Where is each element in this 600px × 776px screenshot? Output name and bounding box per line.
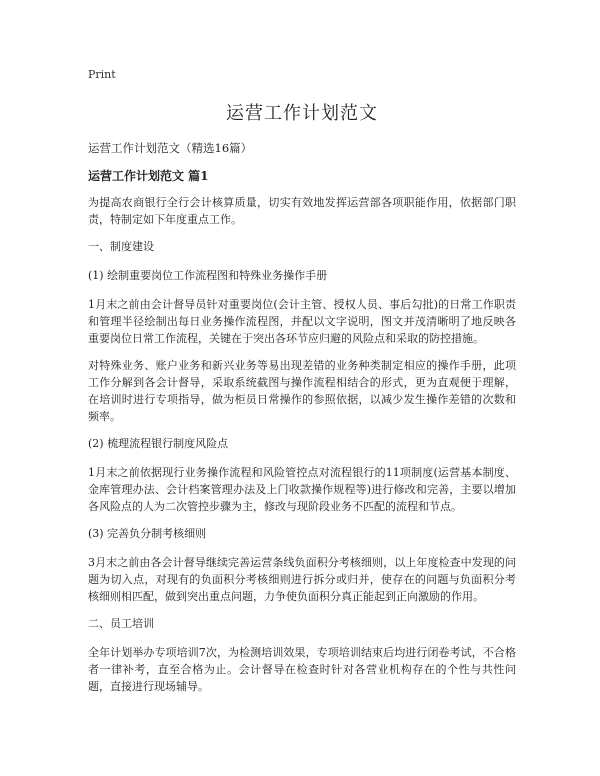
document-page bbox=[88, 68, 516, 705]
intro-paragraph: 为提高农商银行全行会计核算质量，切实有效地发挥运营部各项职能作用，依据部门职责，特制定如下年度重点工作。 bbox=[88, 196, 516, 226]
paragraph-training: 全年计划举办专项培训7次，为检测培训效果，专项培训结束后均进行闭卷考试，不合格者一律补考，直至合格为止。会计督导在检查时针对各营业机构存在的个性与共性问题，直接进行现场辅导。 bbox=[88, 646, 516, 693]
print-label[interactable]: Print bbox=[88, 68, 116, 81]
item-heading-flowchart: (1) 绘制重要岗位工作流程图和特殊业务操作手册 bbox=[88, 269, 328, 282]
item-heading-risk-points: (2) 梳理流程银行制度风险点 bbox=[88, 437, 229, 450]
document-subtitle: 运营工作计划范文（精选16篇） bbox=[88, 141, 253, 155]
paragraph-manual: 对特殊业务、账户业务和新兴业务等易出现差错的业务种类制定相应的操作手册，此项工作分解到各会计督导，采取系统截图与操作流程相结合的形式，更为直观便于理解，在培训时进行专项指导，做为柜员日常操作的参照依据，以减少发生操作差错的次数和频率。 bbox=[88, 359, 516, 423]
document-title: 运营工作计划范文 bbox=[226, 103, 378, 124]
paragraph-risk-points: 1月末之前依据现行业务操作流程和风险管控点对流程银行的11项制度(运营基本制度、金库管理办法、会计档案管理办法及上门收款操作规程等)进行修改和完善，主要以增加各风险点的人为二次管控步骤为主，修改与现阶段业务不匹配的流程和节点。 bbox=[88, 466, 516, 513]
article-title: 运营工作计划范文 篇1 bbox=[88, 169, 209, 183]
paragraph-flowchart: 1月末之前由会计督导员针对重要岗位(会计主管、授权人员、事后勾批)的日常工作职责和管理半径绘制出每日业务操作流程图，并配以文字说明，图文并茂清晰明了地反映各重要岗位日常工作流程，关键在于突出各环节应归避的风险点和采取的防控措施。 bbox=[88, 298, 516, 345]
section-heading-training: 二、员工培训 bbox=[88, 617, 154, 630]
section-heading-institution: 一、制度建设 bbox=[88, 240, 154, 253]
item-heading-scoring: (3) 完善负分制考核细则 bbox=[88, 527, 207, 540]
paragraph-scoring: 3月末之前由各会计督导继续完善运营条线负面积分考核细则，以上年度检查中发现的问题为切入点，对现有的负面积分考核细则进行拆分或归并，使存在的问题与负面积分考核细则相匹配，做到突出重点问题，力争使负面积分真正能起到正向激励的作用。 bbox=[88, 556, 516, 603]
